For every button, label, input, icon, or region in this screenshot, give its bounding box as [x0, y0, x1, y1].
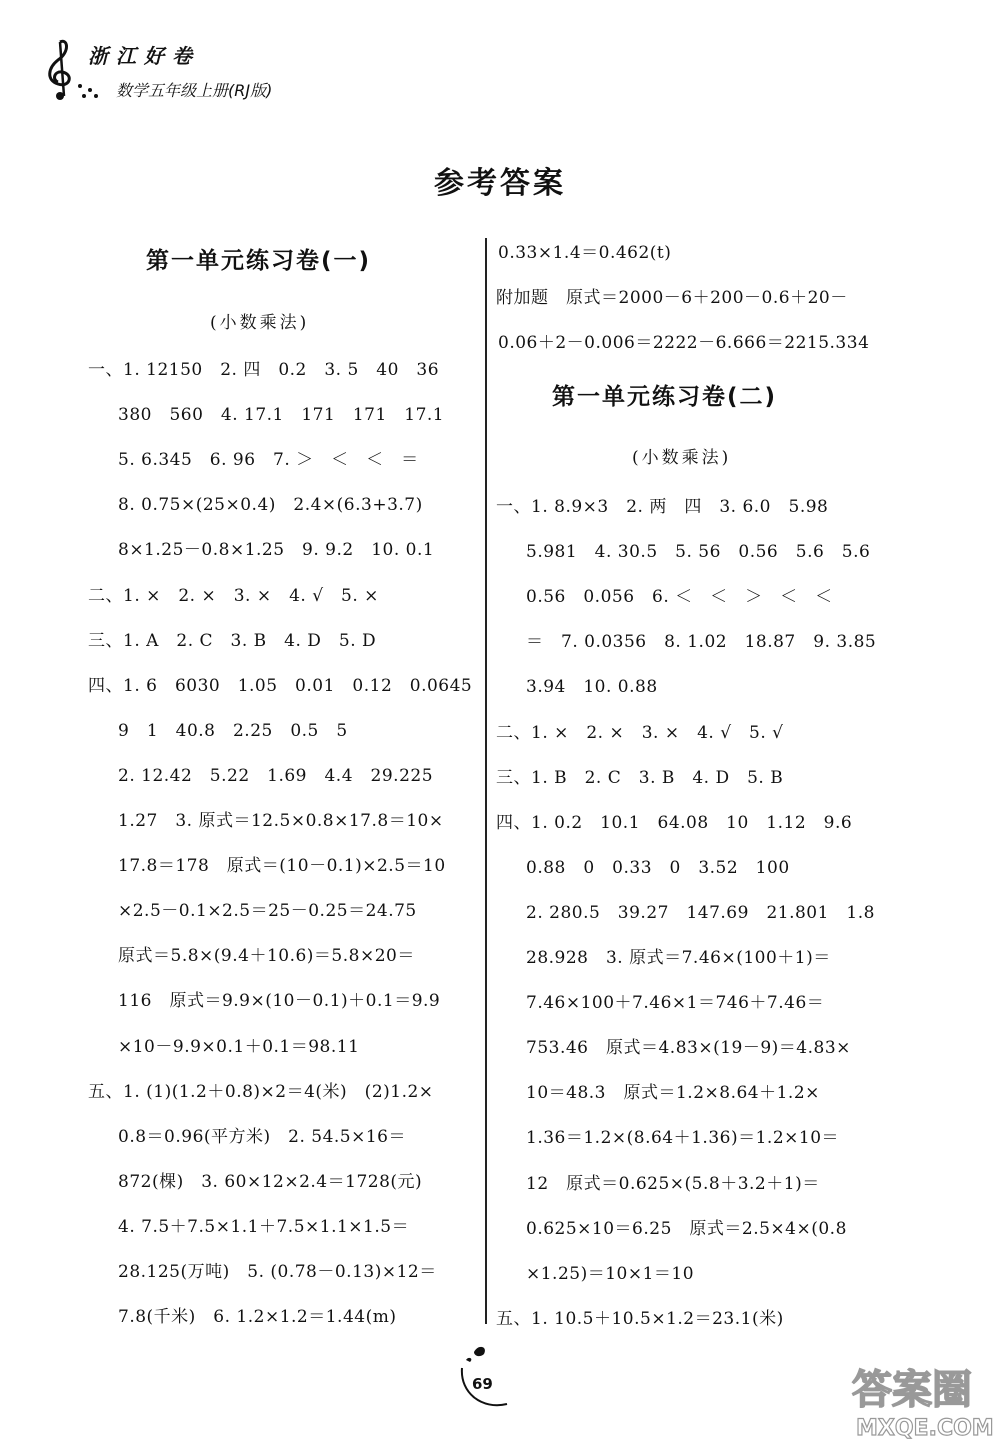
answer-line: 0.06＋2－0.006＝2222－6.666＝2215.334: [498, 333, 870, 353]
svg-text:答案圈: 答案圈: [852, 1367, 972, 1413]
answer-line: 一、1. 12150 2. 四 0.2 3. 5 40 36: [88, 360, 440, 380]
answer-line: 原式＝5.8×(9.4＋10.6)＝5.8×20＝: [118, 946, 415, 967]
answer-line: 3.94 10. 0.88: [526, 677, 658, 698]
answer-line: 28.928 3. 原式＝7.46×(100＋1)＝: [526, 948, 831, 968]
answer-line: ＝ 7. 0.0356 8. 1.02 18.87 9. 3.85: [526, 632, 877, 653]
answer-line: 380 560 4. 17.1 171 171 17.1: [118, 405, 445, 426]
answer-line: 1.36＝1.2×(8.64＋1.36)＝1.2×10＝: [526, 1128, 840, 1149]
answer-line: 753.46 原式＝4.83×(19－9)＝4.83×: [526, 1038, 851, 1059]
answer-line: 2. 280.5 39.27 147.69 21.801 1.8: [526, 902, 875, 923]
section-title-1: 第一单元练习卷(一): [146, 248, 372, 274]
answer-line: 0.625×10＝6.25 原式＝2.5×4×(0.8: [526, 1218, 847, 1239]
answer-line: 5. 6.345 6. 96 7. ＞ ＜ ＜ ＝: [118, 450, 419, 471]
answer-line: 2. 12.42 5.22 1.69 4.4 29.225: [118, 765, 434, 786]
answer-line: 二、1. × 2. × 3. × 4. √ 5. √: [496, 722, 784, 743]
answer-line: 17.8＝178 原式＝(10－0.1)×2.5＝10: [118, 856, 446, 877]
page-number: 69: [472, 1375, 493, 1393]
answer-line: 五、1. 10.5＋10.5×1.2＝23.1(米): [496, 1308, 784, 1329]
book-subtitle: 数学五年级上册(RJ版): [116, 81, 273, 100]
answer-line: 0.8＝0.96(平方米) 2. 54.5×16＝: [118, 1126, 407, 1147]
answer-line: ×10－9.9×0.1＋0.1＝98.11: [118, 1036, 360, 1057]
answer-line: ×1.25)＝10×1＝10: [526, 1263, 695, 1284]
answer-line: 五、1. (1)(1.2＋0.8)×2＝4(米) (2)1.2×: [88, 1081, 434, 1102]
watermark-logo: [844, 1353, 994, 1443]
section-subtitle-2: (小数乘法): [632, 448, 732, 468]
series-brand: 浙江好卷: [88, 44, 200, 68]
answer-line: 10＝48.3 原式＝1.2×8.64＋1.2×: [526, 1083, 820, 1104]
answer-line: 28.125(万吨) 5. (0.78－0.13)×12＝: [118, 1262, 437, 1282]
answer-line: 12 原式＝0.625×(5.8＋3.2＋1)＝: [526, 1173, 820, 1194]
answer-line: 116 原式＝9.9×(10－0.1)＋0.1＝9.9: [118, 991, 441, 1012]
answer-line: 二、1. × 2. × 3. × 4. √ 5. ×: [88, 585, 379, 606]
section-subtitle-1: (小数乘法): [210, 313, 310, 333]
answer-line: 三、1. B 2. C 3. B 4. D 5. B: [496, 767, 784, 788]
answer-line: ×2.5－0.1×2.5＝25－0.25＝24.75: [118, 901, 417, 922]
answer-line: 8×1.25－0.8×1.25 9. 9.2 10. 0.1: [118, 540, 435, 561]
svg-text:MXQE.COM: MXQE.COM: [856, 1416, 994, 1441]
answer-line: 三、1. A 2. C 3. B 4. D 5. D: [88, 630, 377, 651]
answer-line: 0.88 0 0.33 0 3.52 100: [526, 857, 790, 878]
page-title: 参考答案: [434, 166, 566, 201]
answer-line: 7.8(千米) 6. 1.2×1.2＝1.44(m): [118, 1307, 397, 1328]
answer-line: 四、1. 6 6030 1.05 0.01 0.12 0.0645: [88, 675, 473, 696]
column-divider: [485, 238, 487, 1324]
answer-line: 8. 0.75×(25×0.4) 2.4×(6.3+3.7): [118, 495, 423, 516]
answer-line: 0.33×1.4＝0.462(t): [498, 243, 672, 263]
answer-line: 5.981 4. 30.5 5. 56 0.56 5.6 5.6: [526, 542, 871, 563]
answer-line: 1.27 3. 原式＝12.5×0.8×17.8＝10×: [118, 811, 444, 831]
answer-line: 9 1 40.8 2.25 0.5 5: [118, 720, 348, 741]
answer-line: 附加题 原式＝2000－6＋200－0.6＋20－: [496, 288, 848, 308]
answer-line: 872(棵) 3. 60×12×2.4＝1728(元): [118, 1171, 423, 1192]
answer-line: 0.56 0.056 6. ＜ ＜ ＞ ＜ ＜: [526, 587, 833, 608]
section-title-2: 第一单元练习卷(二): [552, 384, 778, 410]
answer-line: 四、1. 0.2 10.1 64.08 10 1.12 9.6: [496, 812, 853, 833]
answer-line: 4. 7.5＋7.5×1.1＋7.5×1.1×1.5＝: [118, 1216, 410, 1237]
answer-line: 一、1. 8.9×3 2. 两 四 3. 6.0 5.98: [496, 497, 829, 517]
answer-line: 7.46×100＋7.46×1＝746＋7.46＝: [526, 993, 825, 1014]
